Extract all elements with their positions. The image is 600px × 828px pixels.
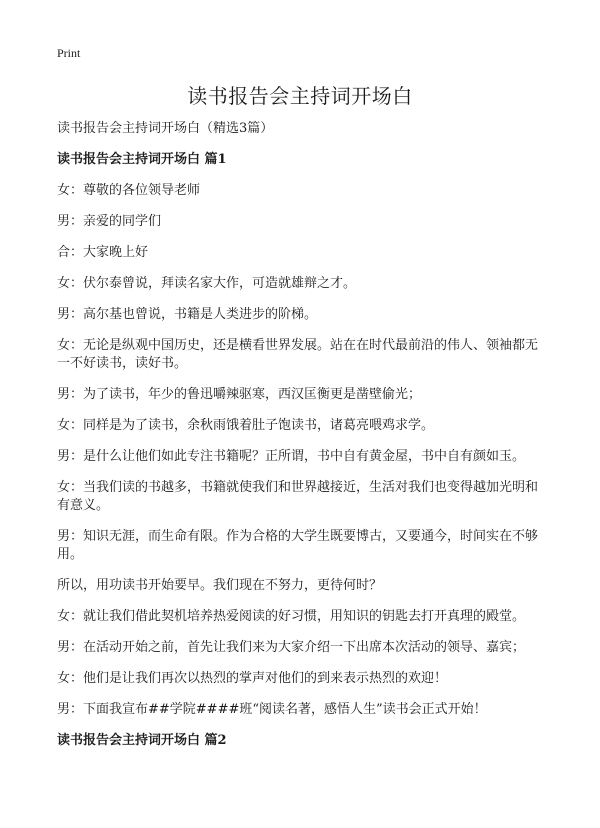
paragraph: 男：为了读书，年少的鲁迅嚼辣驱寒，西汉匡衡更是凿壁偷光；	[57, 387, 422, 402]
paragraph: 女：尊敬的各位领导老师	[57, 183, 201, 198]
paragraph: 女：伏尔泰曾说，拜读名家大作，可造就雄辩之才。	[57, 276, 357, 291]
paragraph: 男：在活动开始之前，首先让我们来为大家介绍一下出席本次活动的领导、嘉宾；	[57, 640, 526, 655]
paragraph: 女：同样是为了读书，余秋雨饿着肚子饱读书，诸葛亮喂鸡求学。	[57, 418, 435, 433]
paragraph: 男：高尔基也曾说，书籍是人类进步的阶梯。	[57, 307, 318, 322]
paragraph: 女：无论是纵观中国历史，还是横看世界发展。站在在时代最前沿的伟人、领袖都无一不好读书，读好书。	[57, 338, 539, 371]
print-link[interactable]: Print	[57, 46, 81, 60]
section-heading-1: 读书报告会主持词开场白 篇1	[57, 152, 227, 167]
paragraph: 男：亲爱的同学们	[57, 214, 162, 229]
paragraph: 男：知识无涯，而生命有限。作为合格的大学生既要博古，又要通今，时间实在不够用。	[57, 529, 539, 562]
paragraph: 男：是什么让他们如此专注书籍呢？正所谓，书中自有黄金屋，书中自有颜如玉。	[57, 449, 526, 464]
paragraph: 女：他们是让我们再次以热烈的掌声对他们的到来表示热烈的欢迎！	[57, 671, 448, 686]
paragraph: 男：下面我宣布##学院####班“阅读名著，感悟人生”读书会正式开始！	[57, 702, 487, 717]
section-heading-2: 读书报告会主持词开场白 篇2	[57, 733, 227, 748]
document-body	[57, 120, 547, 763]
document-subtitle: 读书报告会主持词开场白（精选3篇）	[57, 121, 274, 136]
paragraph: 合：大家晚上好	[57, 245, 149, 260]
paragraph: 女：当我们读的书越多，书籍就使我们和世界越接近，生活对我们也变得越加光明和有意义。	[57, 480, 539, 513]
paragraph: 女：就让我们借此契机培养热爱阅读的好习惯，用知识的钥匙去打开真理的殿堂。	[57, 609, 526, 624]
page-title: 读书报告会主持词开场白	[187, 84, 413, 108]
paragraph: 所以，用功读书开始要早。我们现在不努力，更待何时？	[57, 578, 383, 593]
